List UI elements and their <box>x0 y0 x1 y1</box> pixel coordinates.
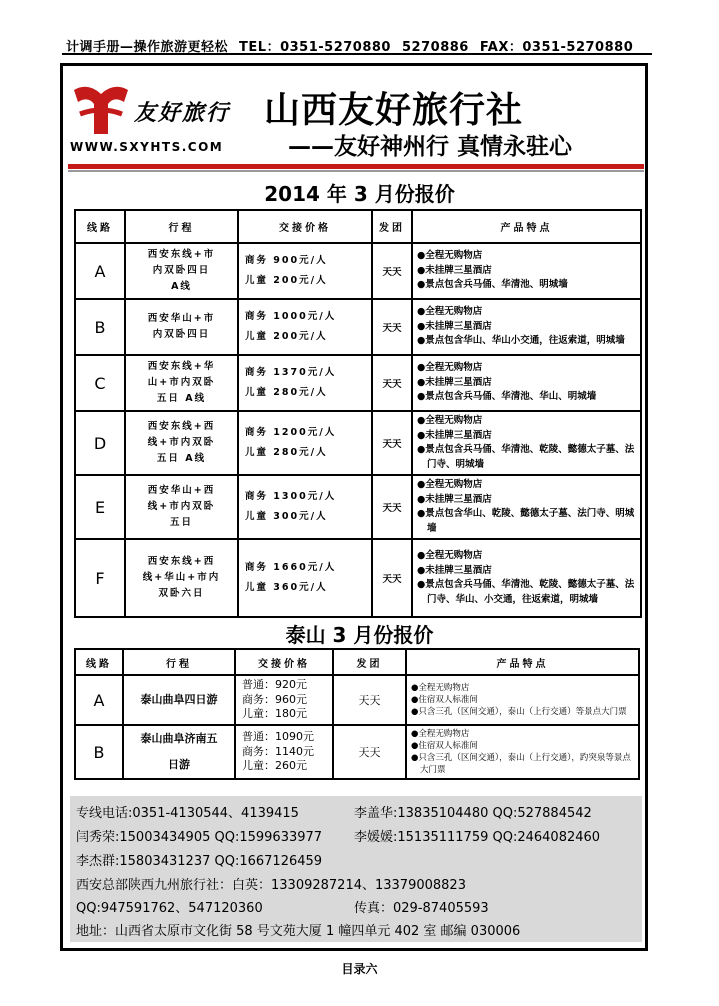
feature-line: ●住宿双人标准间 <box>411 741 478 751</box>
price-line: 儿童 200元/人 <box>245 275 328 286</box>
column-header: 线路 <box>75 649 123 675</box>
contact-li-gaihua: 李盖华:13835104480 QQ:527884542 <box>354 806 592 821</box>
feature-line: ●全程无购物店 <box>417 362 483 374</box>
column-header: 交接价格 <box>238 210 372 243</box>
taishan-price-title: 泰山 3 月份报价 <box>285 623 434 647</box>
itinerary-line: 内双卧四日 <box>152 329 211 340</box>
column-header: 产品特点 <box>406 649 639 675</box>
red-divider <box>68 164 644 169</box>
route-price <box>238 475 372 539</box>
product-features <box>412 411 641 475</box>
product-features <box>412 243 641 299</box>
table-header-row <box>75 649 639 675</box>
company-logo <box>70 80 240 160</box>
price-line: 商务 1370元/人 <box>245 367 337 378</box>
price-line: 商务 1660元/人 <box>245 562 337 573</box>
itinerary-line: 西安东线+华 <box>147 361 216 372</box>
taishan-price-table <box>74 648 640 780</box>
route-code: E <box>75 475 125 539</box>
route-itinerary <box>125 475 238 539</box>
route-price <box>235 725 333 779</box>
contact-panel <box>70 796 642 942</box>
route-itinerary <box>125 355 238 411</box>
feature-line: ●未挂牌三星酒店 <box>417 429 492 441</box>
price-line: 儿童 200元/人 <box>245 331 328 342</box>
feature-line: ●全程无购物店 <box>417 550 483 561</box>
route-itinerary <box>125 243 238 299</box>
product-features <box>406 675 639 725</box>
table-row <box>75 675 639 725</box>
itinerary-line: 内双卧四日 <box>152 265 211 276</box>
itinerary-line: 线+华山+市内 <box>142 572 221 583</box>
feature-line: ●全程无购物店 <box>417 306 483 318</box>
column-header: 发团 <box>372 210 412 243</box>
table-header-row <box>75 210 641 243</box>
departure: 天天 <box>372 475 412 539</box>
feature-line: ●全程无购物店 <box>411 729 470 739</box>
header-tel2: 5270886 <box>402 40 469 55</box>
company-name: 山西友好旅行社 <box>264 89 524 131</box>
feature-line: ●未挂牌三星酒店 <box>417 320 492 332</box>
product-features <box>406 725 639 779</box>
website-url: WWW.SXYHTS.COM <box>70 140 224 154</box>
feature-line: ●景点包含兵马俑、华清池、明城墙 <box>417 279 568 291</box>
feature-line: ●全程无购物店 <box>411 683 470 693</box>
route-code: B <box>75 725 123 779</box>
column-header: 行程 <box>125 210 238 243</box>
itinerary-line: 西安东线+西 <box>147 421 216 432</box>
itinerary-line: 西安东线+市 <box>147 249 216 260</box>
route-itinerary <box>123 725 235 779</box>
contact-li-yuanyuan: 李媛媛:15135111759 QQ:2464082460 <box>354 830 601 845</box>
price-line: 普通：920元 <box>242 678 307 692</box>
price-line: 商务 1000元/人 <box>245 311 337 322</box>
departure: 天天 <box>333 725 406 779</box>
route-code: A <box>75 675 123 725</box>
route-itinerary <box>125 411 238 475</box>
contact-yan-xiurong: 闫秀荣:15003434905 QQ:1599633977 <box>76 830 323 845</box>
price-line: 商务：960元 <box>242 692 307 706</box>
route-price <box>238 299 372 355</box>
feature-line: ●景点包含华山、华山小交通，往返索道，明城墙 <box>417 335 625 347</box>
route-itinerary <box>123 675 235 725</box>
route-price <box>238 355 372 411</box>
route-price <box>238 243 372 299</box>
price-line: 普通：1090元 <box>242 730 314 744</box>
itinerary-line: A线 <box>171 281 192 292</box>
feature-line: ●景点包含华山、乾陵、懿德太子墓、法门寺、明城墙 <box>417 508 635 534</box>
header-slogan: 计调手册—操作旅游更轻松 <box>66 40 229 55</box>
itinerary-line: 五日 A线 <box>156 393 207 404</box>
route-code: A <box>75 243 125 299</box>
itinerary-line: 双卧六日 <box>158 588 205 599</box>
departure: 天天 <box>372 355 412 411</box>
page-footer: 目录六 <box>341 962 378 976</box>
itinerary-line: 线+市内双卧 <box>147 501 216 512</box>
table-row <box>75 243 641 299</box>
logo-text: 友好旅行 <box>134 100 231 126</box>
feature-line: ●全程无购物店 <box>417 250 483 262</box>
feature-line: ●景点包含兵马俑、华清池、乾陵、懿德太子墓、法门寺、明城墙 <box>417 444 635 470</box>
logo-mark-icon <box>70 80 132 140</box>
company-tagline: ——友好神州行 真情永驻心 <box>288 134 573 160</box>
feature-line: ●未挂牌三星酒店 <box>417 264 492 276</box>
hotline: 专线电话:0351-4130544、4139415 <box>76 806 299 821</box>
itinerary-line: 西安华山+西 <box>147 485 216 496</box>
price-line: 儿童 280元/人 <box>245 447 328 458</box>
itinerary-line: 山+市内双卧 <box>147 377 216 388</box>
route-itinerary <box>125 539 238 617</box>
route-itinerary <box>125 299 238 355</box>
price-line: 儿童：180元 <box>242 707 307 721</box>
itinerary-line: 五日 <box>169 517 193 528</box>
column-header: 发团 <box>333 649 406 675</box>
product-features <box>412 539 641 617</box>
feature-line: ●全程无购物店 <box>417 415 483 426</box>
itinerary-line: 五日 A线 <box>156 453 207 464</box>
route-code: D <box>75 411 125 475</box>
itinerary-line: 日游 <box>168 758 190 771</box>
itinerary-line: 西安东线+西 <box>147 556 216 567</box>
header-tel: TEL：0351-5270880 <box>239 40 391 55</box>
feature-line: ●未挂牌三星酒店 <box>417 493 492 505</box>
feature-line: ●景点包含兵马俑、华清池、华山、明城墙 <box>417 391 597 403</box>
feature-line: ●只含三孔（区间交通），泰山（上行交通）等景点大门票 <box>411 707 627 717</box>
header-rule <box>62 53 652 55</box>
contact-qq: QQ:947591762、547120360 <box>76 901 263 916</box>
xian-office: 西安总部陕西九州旅行社：白英：13309287214、13379008823 <box>76 878 466 893</box>
itinerary-line: 西安华山+市 <box>147 313 216 324</box>
xian-price-title: 2014 年 3 月份报价 <box>264 182 455 206</box>
table-row <box>75 539 641 617</box>
price-line: 儿童：260元 <box>242 759 307 773</box>
price-line: 商务 1200元/人 <box>245 427 337 438</box>
column-header: 线路 <box>75 210 125 243</box>
itinerary-line: 泰山曲阜四日游 <box>140 693 218 706</box>
route-price <box>238 539 372 617</box>
itinerary-line: 泰山曲阜济南五 <box>140 732 218 745</box>
product-features <box>412 355 641 411</box>
grey-divider <box>68 170 644 172</box>
departure: 天天 <box>372 299 412 355</box>
column-header: 交接价格 <box>235 649 333 675</box>
departure: 天天 <box>372 411 412 475</box>
feature-line: ●只含三孔（区间交通），泰山（上行交通），趵突泉等景点大门票 <box>411 753 631 775</box>
feature-line: ●未挂牌三星酒店 <box>417 564 492 576</box>
contact-li-jiequn: 李杰群:15803431237 QQ:1667126459 <box>76 854 323 869</box>
price-line: 商务：1140元 <box>242 744 314 758</box>
route-price <box>235 675 333 725</box>
feature-line: ●未挂牌三星酒店 <box>417 376 492 388</box>
table-row <box>75 475 641 539</box>
price-line: 儿童 300元/人 <box>245 511 328 522</box>
feature-line: ●住宿双人标准间 <box>411 695 478 705</box>
table-row <box>75 725 639 779</box>
route-code: B <box>75 299 125 355</box>
price-line: 商务 1300元/人 <box>245 491 337 502</box>
route-code: F <box>75 539 125 617</box>
price-line: 儿童 360元/人 <box>245 582 328 593</box>
table-row <box>75 299 641 355</box>
column-header: 行程 <box>123 649 235 675</box>
departure: 天天 <box>372 243 412 299</box>
departure: 天天 <box>333 675 406 725</box>
product-features <box>412 299 641 355</box>
itinerary-line: 线+市内双卧 <box>147 437 216 448</box>
departure: 天天 <box>372 539 412 617</box>
route-code: C <box>75 355 125 411</box>
feature-line: ●景点包含兵马俑、华清池、乾陵、懿德太子墓、法门寺、华山、小交通，往返索道，明城墙 <box>417 579 635 605</box>
xian-price-table <box>74 209 642 618</box>
address: 地址：山西省太原市文化街 58 号文苑大厦 1 幢四单元 402 室 邮编 030006 <box>76 924 521 939</box>
price-line: 商务 900元/人 <box>245 255 328 266</box>
price-line: 儿童 280元/人 <box>245 387 328 398</box>
feature-line: ●全程无购物店 <box>417 479 483 490</box>
column-header: 产品特点 <box>412 210 641 243</box>
product-features <box>412 475 641 539</box>
contact-fax: 传真：029-87405593 <box>354 901 489 916</box>
table-row <box>75 411 641 475</box>
header-fax: FAX：0351-5270880 <box>479 40 634 55</box>
route-price <box>238 411 372 475</box>
table-row <box>75 355 641 411</box>
